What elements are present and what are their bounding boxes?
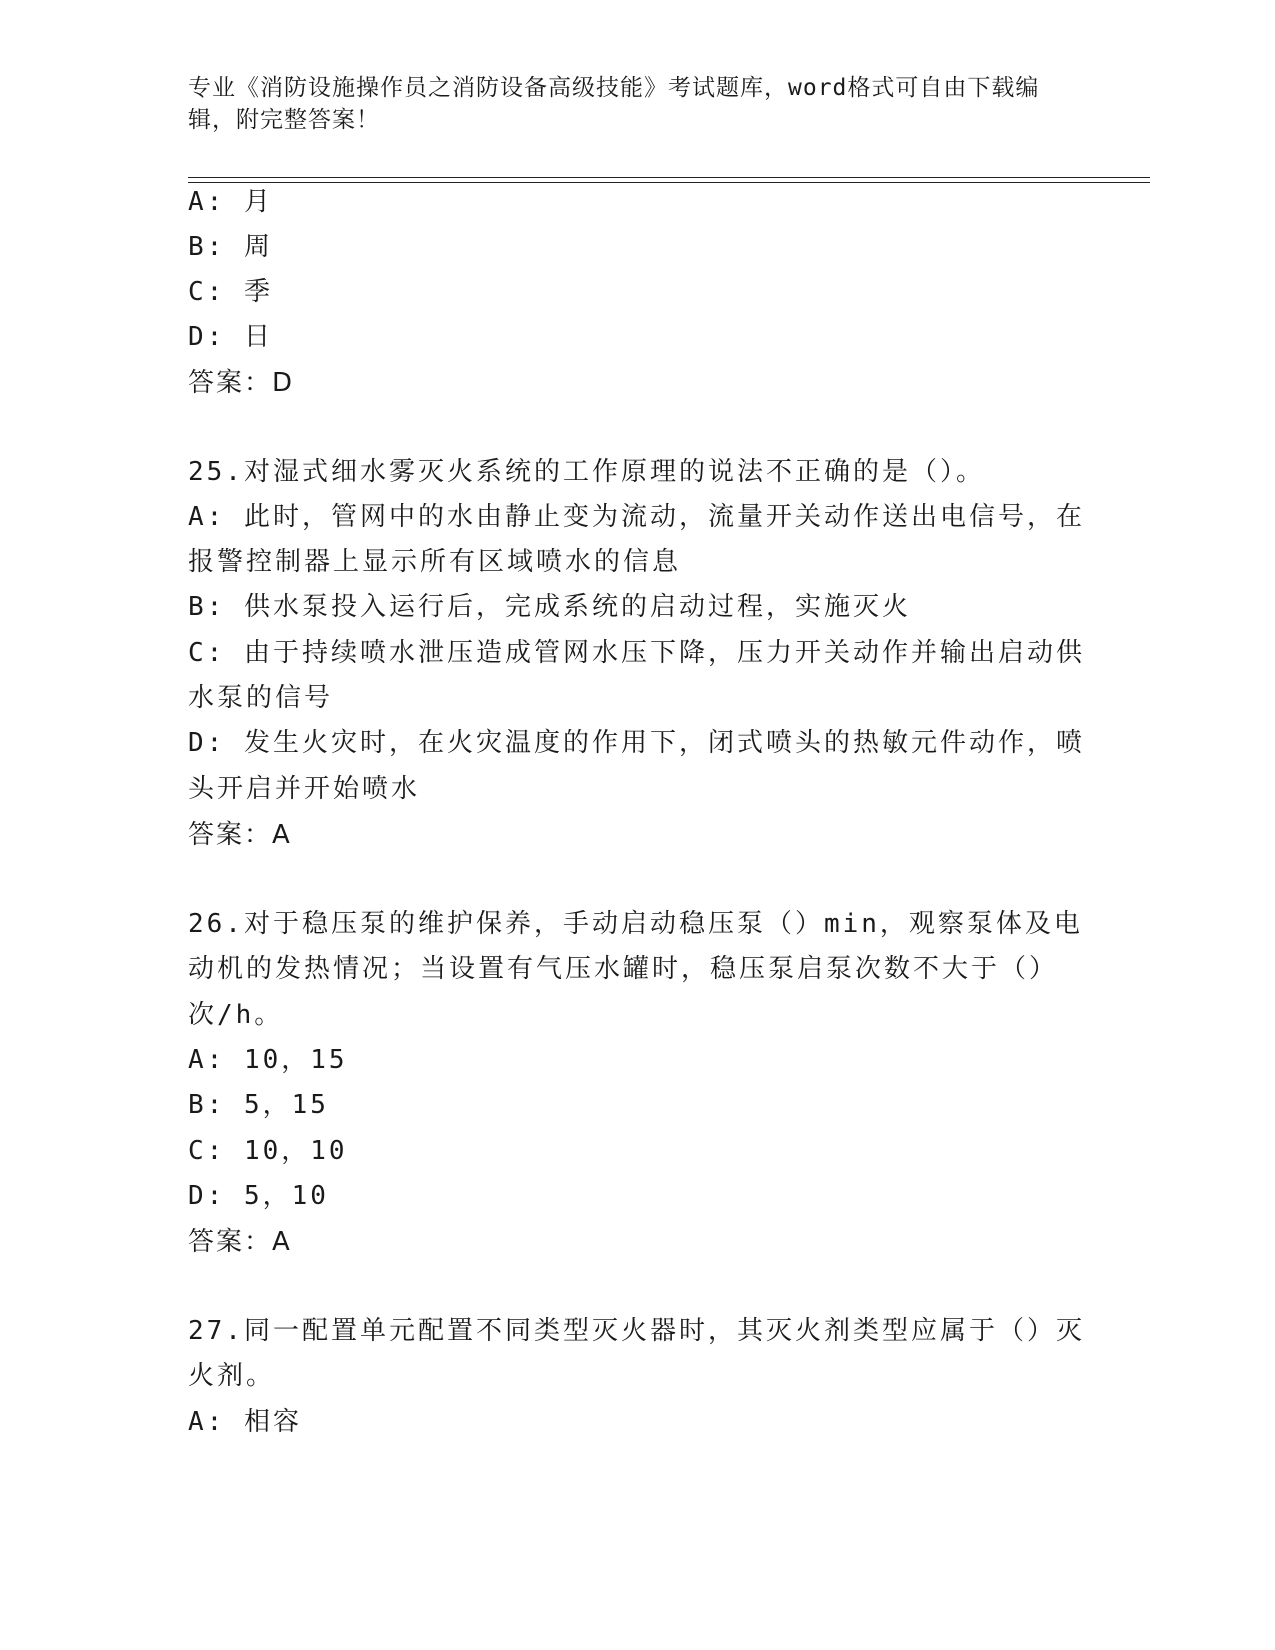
header-divider-bottom [188,182,1150,183]
q27-stem-line-1: 27.同一配置单元配置不同类型灭火器时，其灭火剂类型应属于（）灭 [188,1316,1085,1346]
q24-option-d: D: 日 [188,322,273,352]
q25-option-c-line-1: C: 由于持续喷水泄压造成管网水压下降，压力开关动作并输出启动供 [188,638,1085,668]
q26-option-a: A: 10，15 [188,1045,348,1075]
q25-option-a-line-1: A: 此时，管网中的水由静止变为流动，流量开关动作送出电信号，在 [188,502,1085,532]
q25-option-d-line-1: D: 发生火灾时，在火灾温度的作用下，闭式喷头的热敏元件动作，喷 [188,728,1085,758]
q26-answer: 答案：A [188,1227,292,1257]
q26-stem-line-2: 动机的发热情况；当设置有气压水罐时，稳压泵启泵次数不大于（） [188,954,1059,984]
q24-option-c: C: 季 [188,277,273,307]
q24-option-a: A: 月 [188,187,273,217]
q26-stem-line-3: 次/h。 [188,1000,284,1030]
header-line-2: 辑，附完整答案！ [188,107,380,133]
q27-option-a: A: 相容 [188,1407,302,1437]
q26-option-d: D: 5，10 [188,1181,329,1211]
header-divider-top [188,177,1150,178]
q26-option-b: B: 5，15 [188,1090,329,1120]
q25-option-b: B: 供水泵投入运行后，完成系统的启动过程，实施灭火 [188,592,911,622]
q25-option-d-line-2: 头开启并开始喷水 [188,774,421,804]
q25-stem: 25.对湿式细水雾灭火系统的工作原理的说法不正确的是（）。 [188,457,985,487]
q25-option-c-line-2: 水泵的信号 [188,683,334,713]
q26-option-c: C: 10，10 [188,1136,348,1166]
q24-option-b: B: 周 [188,232,273,262]
q25-answer: 答案：A [188,820,292,850]
header-line-1: 专业《消防设施操作员之消防设备高级技能》考试题库，word格式可自由下载编 [188,75,1040,101]
q25-option-a-line-2: 报警控制器上显示所有区域喷水的信息 [188,547,682,577]
q26-stem-line-1: 26.对于稳压泵的维护保养，手动启动稳压泵（）min，观察泵体及电 [188,909,1083,939]
q24-answer: 答案：D [188,368,295,398]
q27-stem-line-2: 火剂。 [188,1361,276,1391]
document-header [188,72,1068,136]
